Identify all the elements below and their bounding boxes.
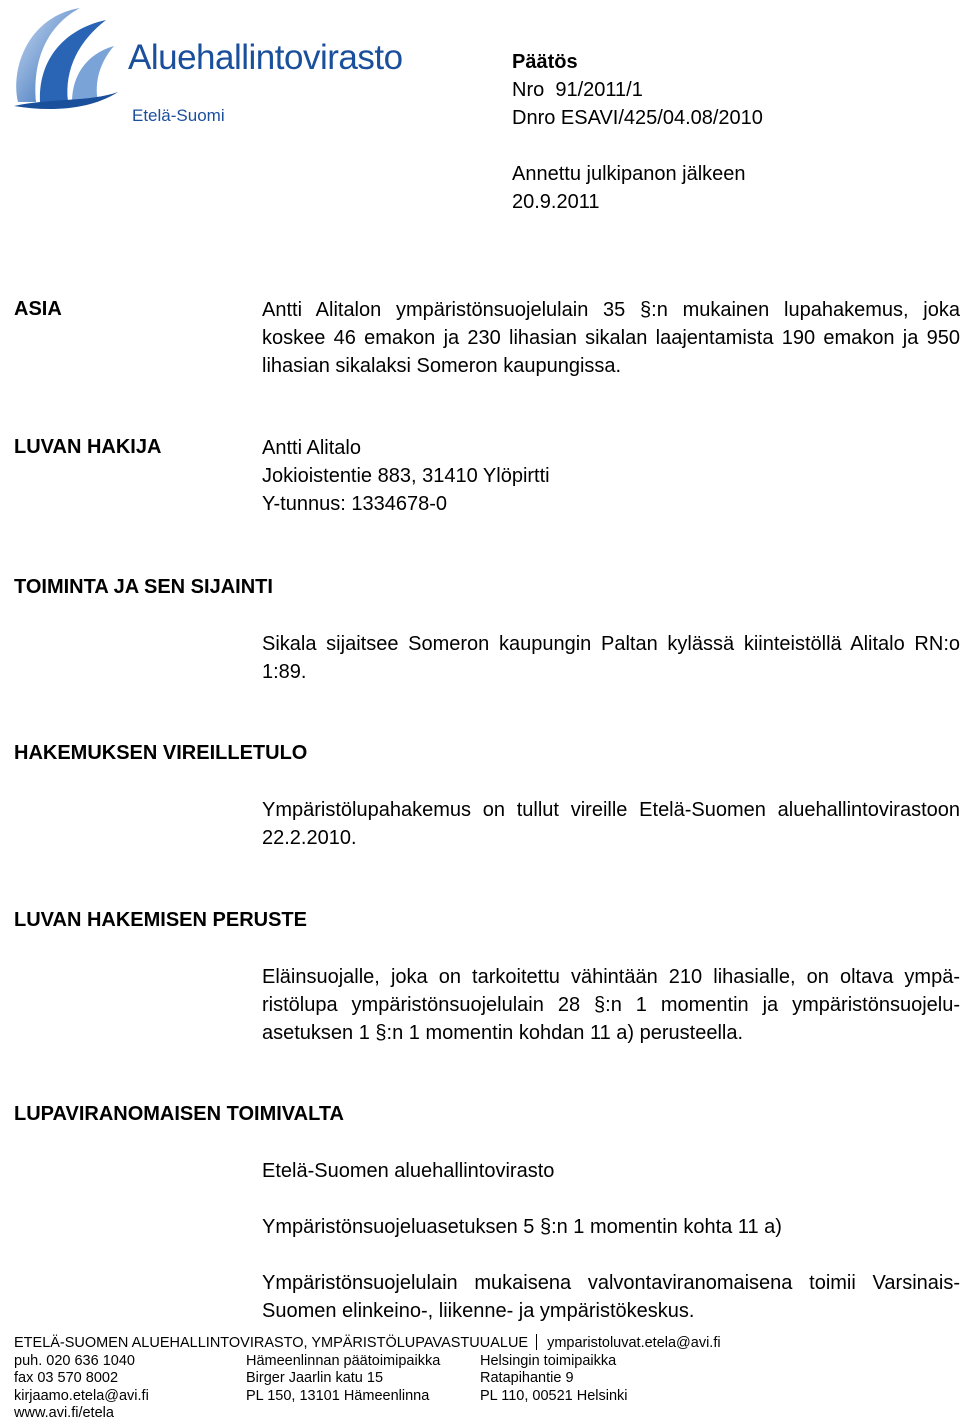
section-text-filing: Ympäristölupahakemus on tullut vireille Etelä-Suomen aluehallintovirastoon 22.2.2010.	[262, 799, 960, 849]
section-label-activity: TOIMINTA JA SEN SIJAINTI	[14, 576, 273, 598]
section-label-authority: LUPAVIRANOMAISEN TOIMIVALTA	[14, 1103, 344, 1125]
authority-basis: Ympäristönsuojeluasetuksen 5 §:n 1 momentin kohta 11 a)	[262, 1216, 782, 1238]
applicant-business-id: Y-tunnus: 1334678-0	[262, 493, 447, 515]
section-text-basis: Eläinsuojalle, joka on tarkoitettu vähintään 210 lihasialle, on oltava ympäristölupa ympäristönsuojelulain 28 §:n 1 momentin ja ympäristönsuojeluasetuksen 1 §:n 1 momentin kohdan 11 a) perusteella.	[262, 966, 960, 1044]
authority-name: Etelä-Suomen aluehallintovirasto	[262, 1160, 555, 1182]
footer-helsinki-column: Helsingin toimipaikka Ratapihantie 9 PL 110, 00521 Helsinki	[480, 1352, 628, 1404]
footer-fax: fax 03 570 8002	[14, 1370, 119, 1387]
footer-main-email[interactable]: ymparistoluvat.etela@avi.fi	[547, 1335, 721, 1351]
section-text-authority	[262, 1157, 960, 1325]
section-text-applicant	[262, 434, 960, 518]
decision-number: Nro 91/2011/1	[512, 79, 643, 101]
section-text-activity: Sikala sijaitsee Someron kaupungin Paltan kylässä kiinteistöllä Alitalo RN:o 1:89.	[262, 633, 960, 683]
footer-registry-email[interactable]: kirjaamo.etela@avi.fi	[14, 1387, 149, 1404]
section-text-asia: Antti Alitalon ympäristönsuojelulain 35 §:n mukainen lupahakemus, joka koskee 46 emakon ja 230 lihasian sikalan laajentamista 190 emakon ja 950 lihasian sikalaksi Someron kaupungissa.	[262, 299, 960, 377]
page-footer	[14, 1334, 954, 1423]
section-label-filing: HAKEMUKSEN VIREILLETULO	[14, 742, 308, 764]
region-name: Etelä-Suomi	[132, 106, 225, 125]
agency-logo	[10, 6, 403, 110]
footer-contact-column	[14, 1353, 149, 1423]
logo-swoosh-icon	[10, 6, 120, 110]
footer-website-link[interactable]: www.avi.fi/etela	[14, 1405, 114, 1422]
section-label-basis: LUVAN HAKEMISEN PERUSTE	[14, 909, 307, 931]
applicant-address: Jokioistentie 883, 31410 Ylöpirtti	[262, 465, 550, 487]
footer-hameenlinna-column: Hämeenlinnan päätoimipaikka Birger Jaarlin katu 15 PL 150, 13101 Hämeenlinna	[246, 1352, 441, 1404]
issued-label: Annettu julkipanon jälkeen	[512, 163, 746, 185]
logo-wordmark: Aluehallintovirasto	[128, 38, 403, 77]
section-label-applicant: LUVAN HAKIJA	[14, 436, 162, 458]
footer-phone: puh. 020 636 1040	[14, 1352, 135, 1369]
footer-divider	[536, 1334, 537, 1350]
issued-date: 20.9.2011	[512, 191, 600, 213]
supervisory-authority: Ympäristönsuojelulain mukaisena valvontaviranomaisena toimii Varsinais-Suomen elinkeino-, liikenne- ja ympäristökeskus.	[262, 1272, 960, 1322]
section-label-asia: ASIA	[14, 298, 62, 320]
footer-organization: ETELÄ-SUOMEN ALUEHALLINTOVIRASTO, YMPÄRISTÖLUPAVASTUUALUE	[14, 1335, 529, 1351]
applicant-name: Antti Alitalo	[262, 437, 361, 459]
decision-header	[512, 48, 763, 216]
document-type: Päätös	[512, 51, 578, 73]
record-number: Dnro ESAVI/425/04.08/2010	[512, 107, 763, 129]
